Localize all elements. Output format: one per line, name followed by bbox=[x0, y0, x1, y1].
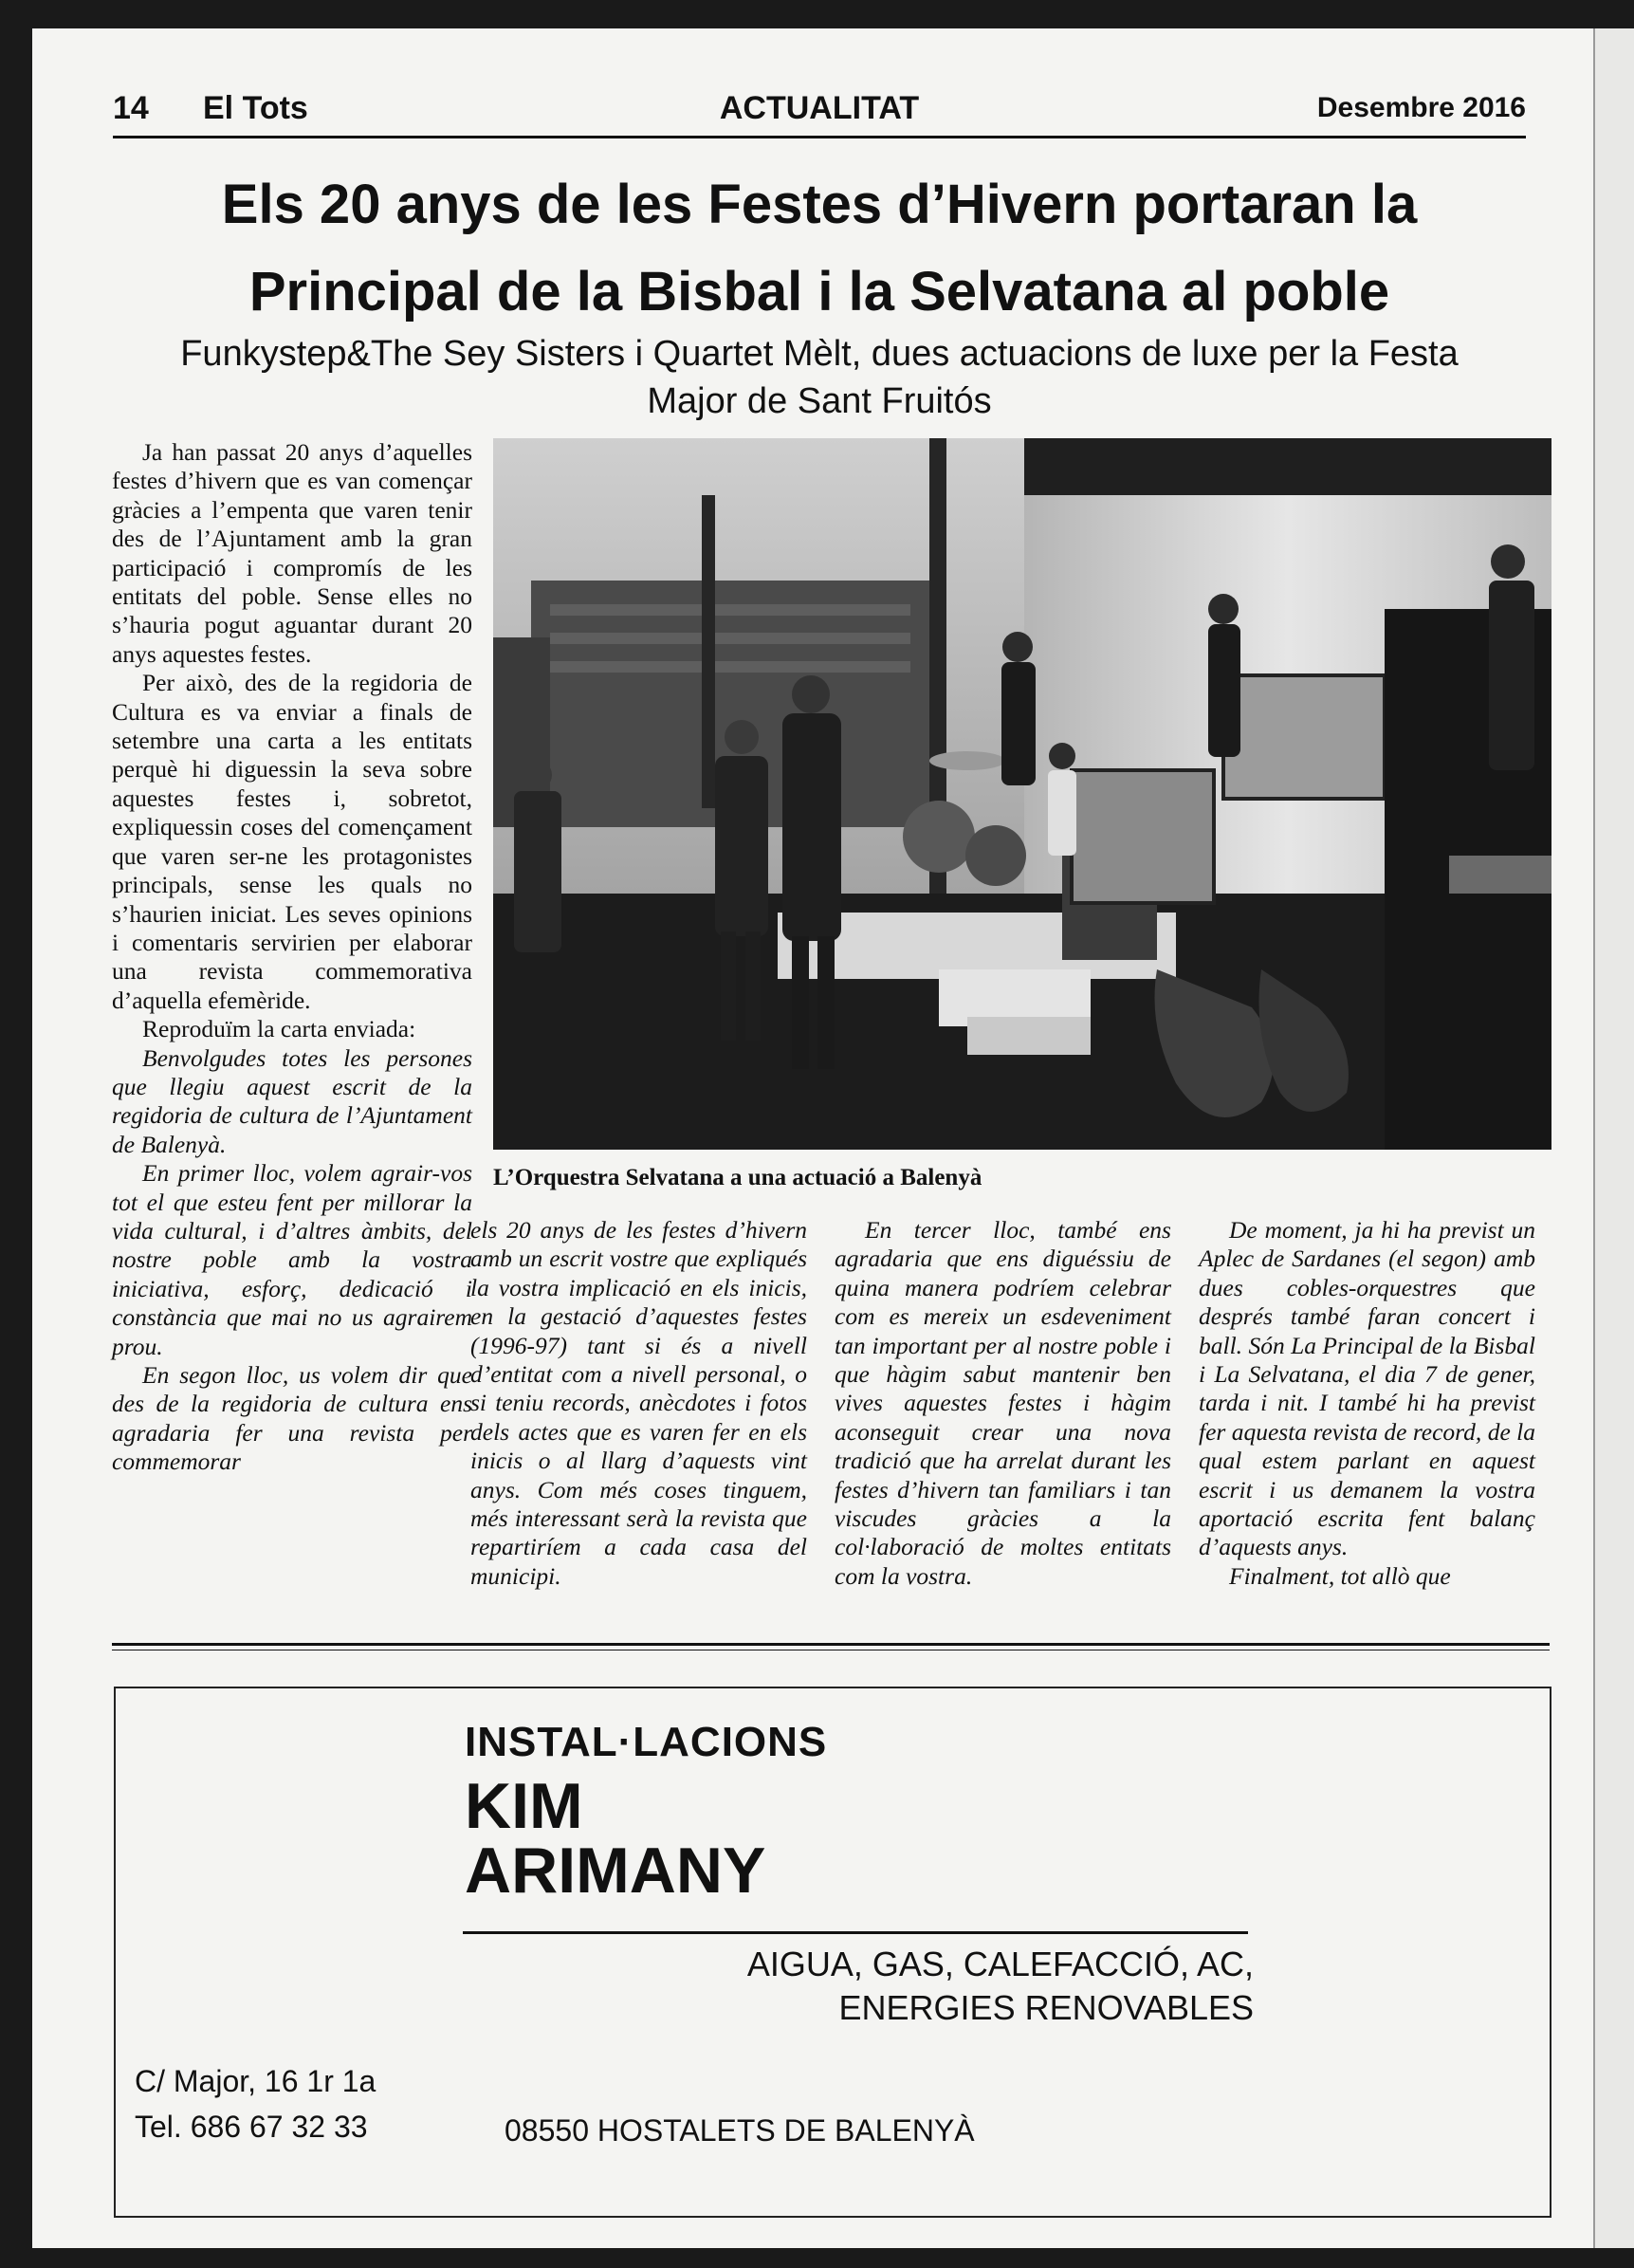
page-number: 14 bbox=[113, 90, 149, 126]
headline-line-2: Principal de la Bisbal i la Selvatana al poble bbox=[248, 261, 1390, 323]
headline-line-1: Els 20 anys de les Festes d’Hivern portaran la bbox=[221, 174, 1418, 235]
issue-date: Desembre 2016 bbox=[1316, 92, 1526, 123]
article-column-2 bbox=[470, 1216, 807, 1591]
paragraph: Per això, des de la regidoria de Cultura es va enviar a finals de setembre una carta a les entitats perquè hi diguessin la seva sobre aquestes festes i, sobretot, expliquessin coses del començament que varen ser-ne les protagonistes principals, sense les quals no s’haurien iniciat. Les seves opinions i comentaris servirien per elaborar una revista commemorativa d’aquella efemèride. bbox=[112, 669, 472, 1014]
ad-phone: Tel. 686 67 32 33 bbox=[135, 2110, 368, 2144]
ad-address: C/ Major, 16 1r 1a bbox=[135, 2064, 376, 2098]
advertisement-kim-arimany bbox=[114, 1687, 1551, 2218]
article-photo-orchestra-stage bbox=[493, 438, 1551, 1150]
publication-name: El Tots bbox=[203, 90, 308, 126]
ad-services-line-2: ENERGIES RENOVABLES bbox=[838, 1988, 1254, 2027]
ad-company-name-line-1: KIM bbox=[465, 1770, 583, 1842]
letter-paragraph: els 20 anys de les festes d’hivern amb un escrit vostre que expliqués la vostra implicació en els inicis, en la gestació d’aquestes festes (1996-97) tant si és a nivell d’entitat com a nivell personal, o si teniu records, anècdotes i fotos dels actes que es varen fer en els inicis o al llarg d’aquests vint anys. Com més coses tinguem, més interessant serà la revista que repartiríem a cada casa del municipi. bbox=[470, 1216, 807, 1590]
ad-rule bbox=[463, 1931, 1248, 1934]
subhead-line-2: Major de Sant Fruitós bbox=[647, 381, 992, 421]
section-name: ACTUALITAT bbox=[719, 90, 920, 126]
letter-paragraph: Benvolgudes totes les persones que llegiu aquest escrit de la regidoria de cultura de l’Ajuntament de Balenyà. bbox=[112, 1043, 472, 1158]
letter-paragraph: En tercer lloc, també ens agradaria que ens diguéssiu de quina manera podríem celebrar com es mereix un esdeveniment tan important per al nostre poble i que hàgim sabut mantenir ben vives aquestes festes i hàgim aconseguit crear una nova tradició que ha arrelat durant les festes d’hivern tan familiars i tan viscudes gràcies a la col·laboració de moltes entitats com la vostra. bbox=[835, 1216, 1171, 1590]
page-header bbox=[113, 90, 1526, 138]
article-column-1 bbox=[112, 438, 472, 1477]
stage-photo-illustration bbox=[493, 438, 1551, 1150]
letter-paragraph: En segon lloc, us volem dir que des de la regidoria de cultura ens agradaria fer una revista per commemorar bbox=[112, 1361, 472, 1476]
article-column-3 bbox=[835, 1216, 1171, 1591]
ad-company-type: INSTAL·LACIONS bbox=[465, 1719, 828, 1765]
ad-company-name-line-2: ARIMANY bbox=[465, 1835, 766, 1907]
paragraph: Ja han passat 20 anys d’aquelles festes d’hivern que es van començar gràcies a l’empenta que varen tenir des de l’Ajuntament amb la gran participació i compromís de les entitats del poble. Sense elles no s’hauria pogut aguantar durant 20 anys aquestes festes. bbox=[112, 438, 472, 668]
photo-caption: L’Orquestra Selvatana a una actuació a Balenyà bbox=[493, 1165, 982, 1190]
article-headline bbox=[89, 161, 1550, 336]
article-column-4 bbox=[1199, 1216, 1535, 1591]
adjacent-page-edge bbox=[1593, 28, 1634, 2248]
section-divider bbox=[112, 1643, 1550, 1650]
paragraph: Reproduïm la carta enviada: bbox=[142, 1015, 416, 1043]
letter-paragraph: En primer lloc, volem agrair-vos tot el que esteu fent per millorar la vida cultural, i d’altres àmbits, del nostre poble amb la vostra iniciativa, esforç, dedicació i constància que mai no us agrairem prou. bbox=[112, 1159, 472, 1360]
ad-city: 08550 HOSTALETS DE BALENYÀ bbox=[505, 2113, 975, 2148]
letter-paragraph: Finalment, tot allò que bbox=[1229, 1561, 1451, 1590]
newspaper-page bbox=[32, 28, 1593, 2248]
subhead-line-1: Funkystep&The Sey Sisters i Quartet Mèlt, dues actuacions de luxe per la Festa bbox=[180, 334, 1459, 374]
letter-paragraph: De moment, ja hi ha previst un Aplec de Sardanes (el segon) amb dues cobles-orquestres que després també faran concert i ball. Són La Principal de la Bisbal i La Selvatana, el dia 7 de gener, tarda i nit. I també hi ha previst fer aquesta revista de record, de la qual estem parlant en aquest escrit i us demanem la vostra aportació escrita fent balanç d’aquests anys. bbox=[1199, 1216, 1535, 1561]
ad-services-line-1: AIGUA, GAS, CALEFACCIÓ, AC, bbox=[746, 1945, 1254, 1983]
article-subheadline bbox=[108, 330, 1531, 425]
